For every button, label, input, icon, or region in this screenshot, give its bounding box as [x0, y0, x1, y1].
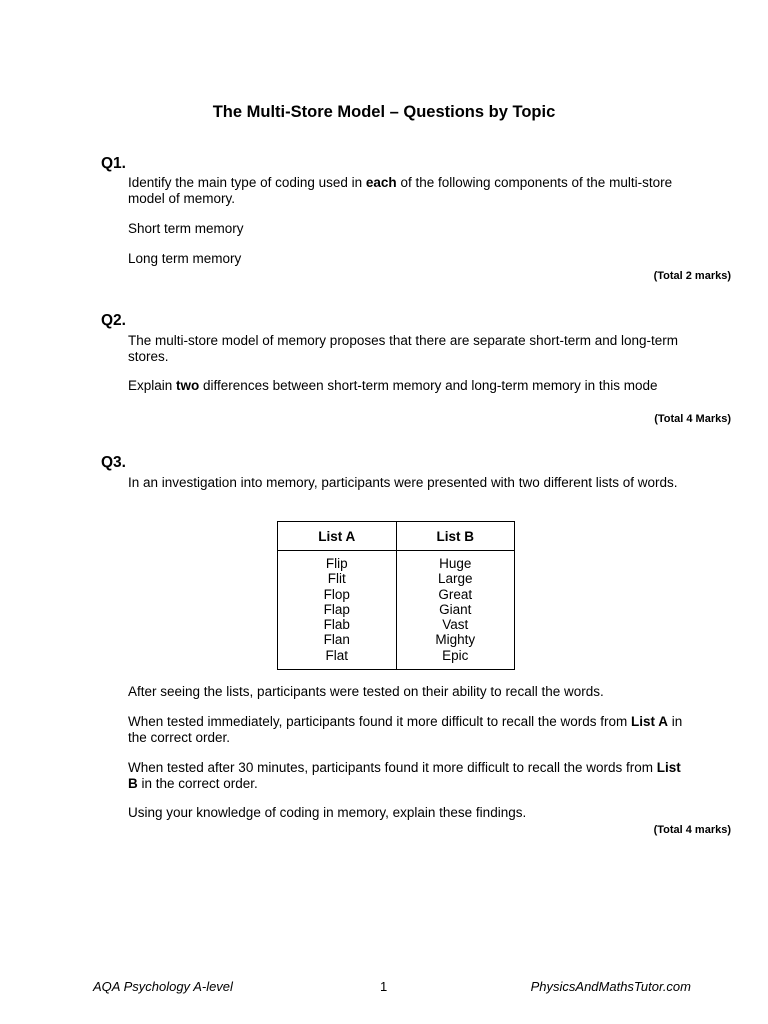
list-a-cell: [278, 551, 397, 670]
footer-page-number: 1: [380, 979, 388, 994]
list-a-word: Flap: [323, 601, 350, 617]
list-b-cell: [396, 551, 515, 670]
question-2-marks: (Total 4 Marks): [654, 413, 731, 425]
emphasis-list-a: List A: [630, 714, 668, 729]
list-a-word: Flab: [323, 617, 350, 633]
list-b-word: Great: [438, 586, 473, 602]
question-1-text: Identify the main type of coding used in each of the following components of the multi-store model of memory.: [128, 175, 673, 206]
question-3-paragraph-3: When tested after 30 minutes, participants found it more difficult to recall the words from List B in the correct order.: [128, 760, 681, 791]
question-1-item-short-term: Short term memory: [128, 221, 244, 236]
list-a-word: Flop: [323, 586, 350, 602]
question-2-intro: The multi-store model of memory proposes that there are separate short-term and long-term stores.: [128, 333, 678, 364]
list-a-word: Flan: [323, 632, 350, 648]
list-b-word: Mighty: [435, 632, 476, 648]
footer-website: PhysicsAndMathsTutor.com: [530, 979, 691, 994]
list-b-word: Large: [437, 571, 473, 587]
question-2-number: Q2.: [101, 312, 126, 329]
question-1-number: Q1.: [101, 155, 126, 172]
emphasis-two: two: [176, 378, 200, 393]
list-b-header: List B: [396, 522, 515, 551]
question-1-marks: (Total 2 marks): [653, 270, 731, 282]
question-3-paragraph-4: Using your knowledge of coding in memory, explain these findings.: [128, 805, 527, 820]
list-b-word: Epic: [442, 647, 469, 663]
word-lists-table: [277, 521, 515, 670]
list-b-word: Vast: [442, 617, 469, 633]
list-a-word: Flat: [325, 647, 348, 663]
question-1-item-long-term: Long term memory: [128, 251, 242, 266]
question-2-task: Explain two differences between short-term memory and long-term memory in this mode: [128, 378, 658, 393]
list-a-word: Flip: [325, 556, 348, 571]
question-3-paragraph-1: After seeing the lists, participants were tested on their ability to recall the words.: [128, 684, 604, 699]
question-3-paragraph-2: When tested immediately, participants found it more difficult to recall the words from List A in the correct order.: [128, 714, 683, 745]
emphasis-each: each: [365, 175, 397, 190]
question-3-marks: (Total 4 marks): [653, 824, 731, 836]
emphasis-list-b: List B: [128, 760, 681, 791]
list-a-word: Flit: [327, 571, 346, 587]
question-3-number: Q3.: [101, 454, 126, 471]
list-b-word: Huge: [439, 556, 472, 571]
list-a-header: List A: [278, 522, 397, 551]
page-title: The Multi-Store Model – Questions by Topic: [212, 103, 556, 121]
footer-course: AQA Psychology A-level: [93, 979, 233, 994]
question-3-intro: In an investigation into memory, participants were presented with two different lists of words.: [128, 475, 678, 490]
list-b-word: Giant: [439, 601, 472, 617]
